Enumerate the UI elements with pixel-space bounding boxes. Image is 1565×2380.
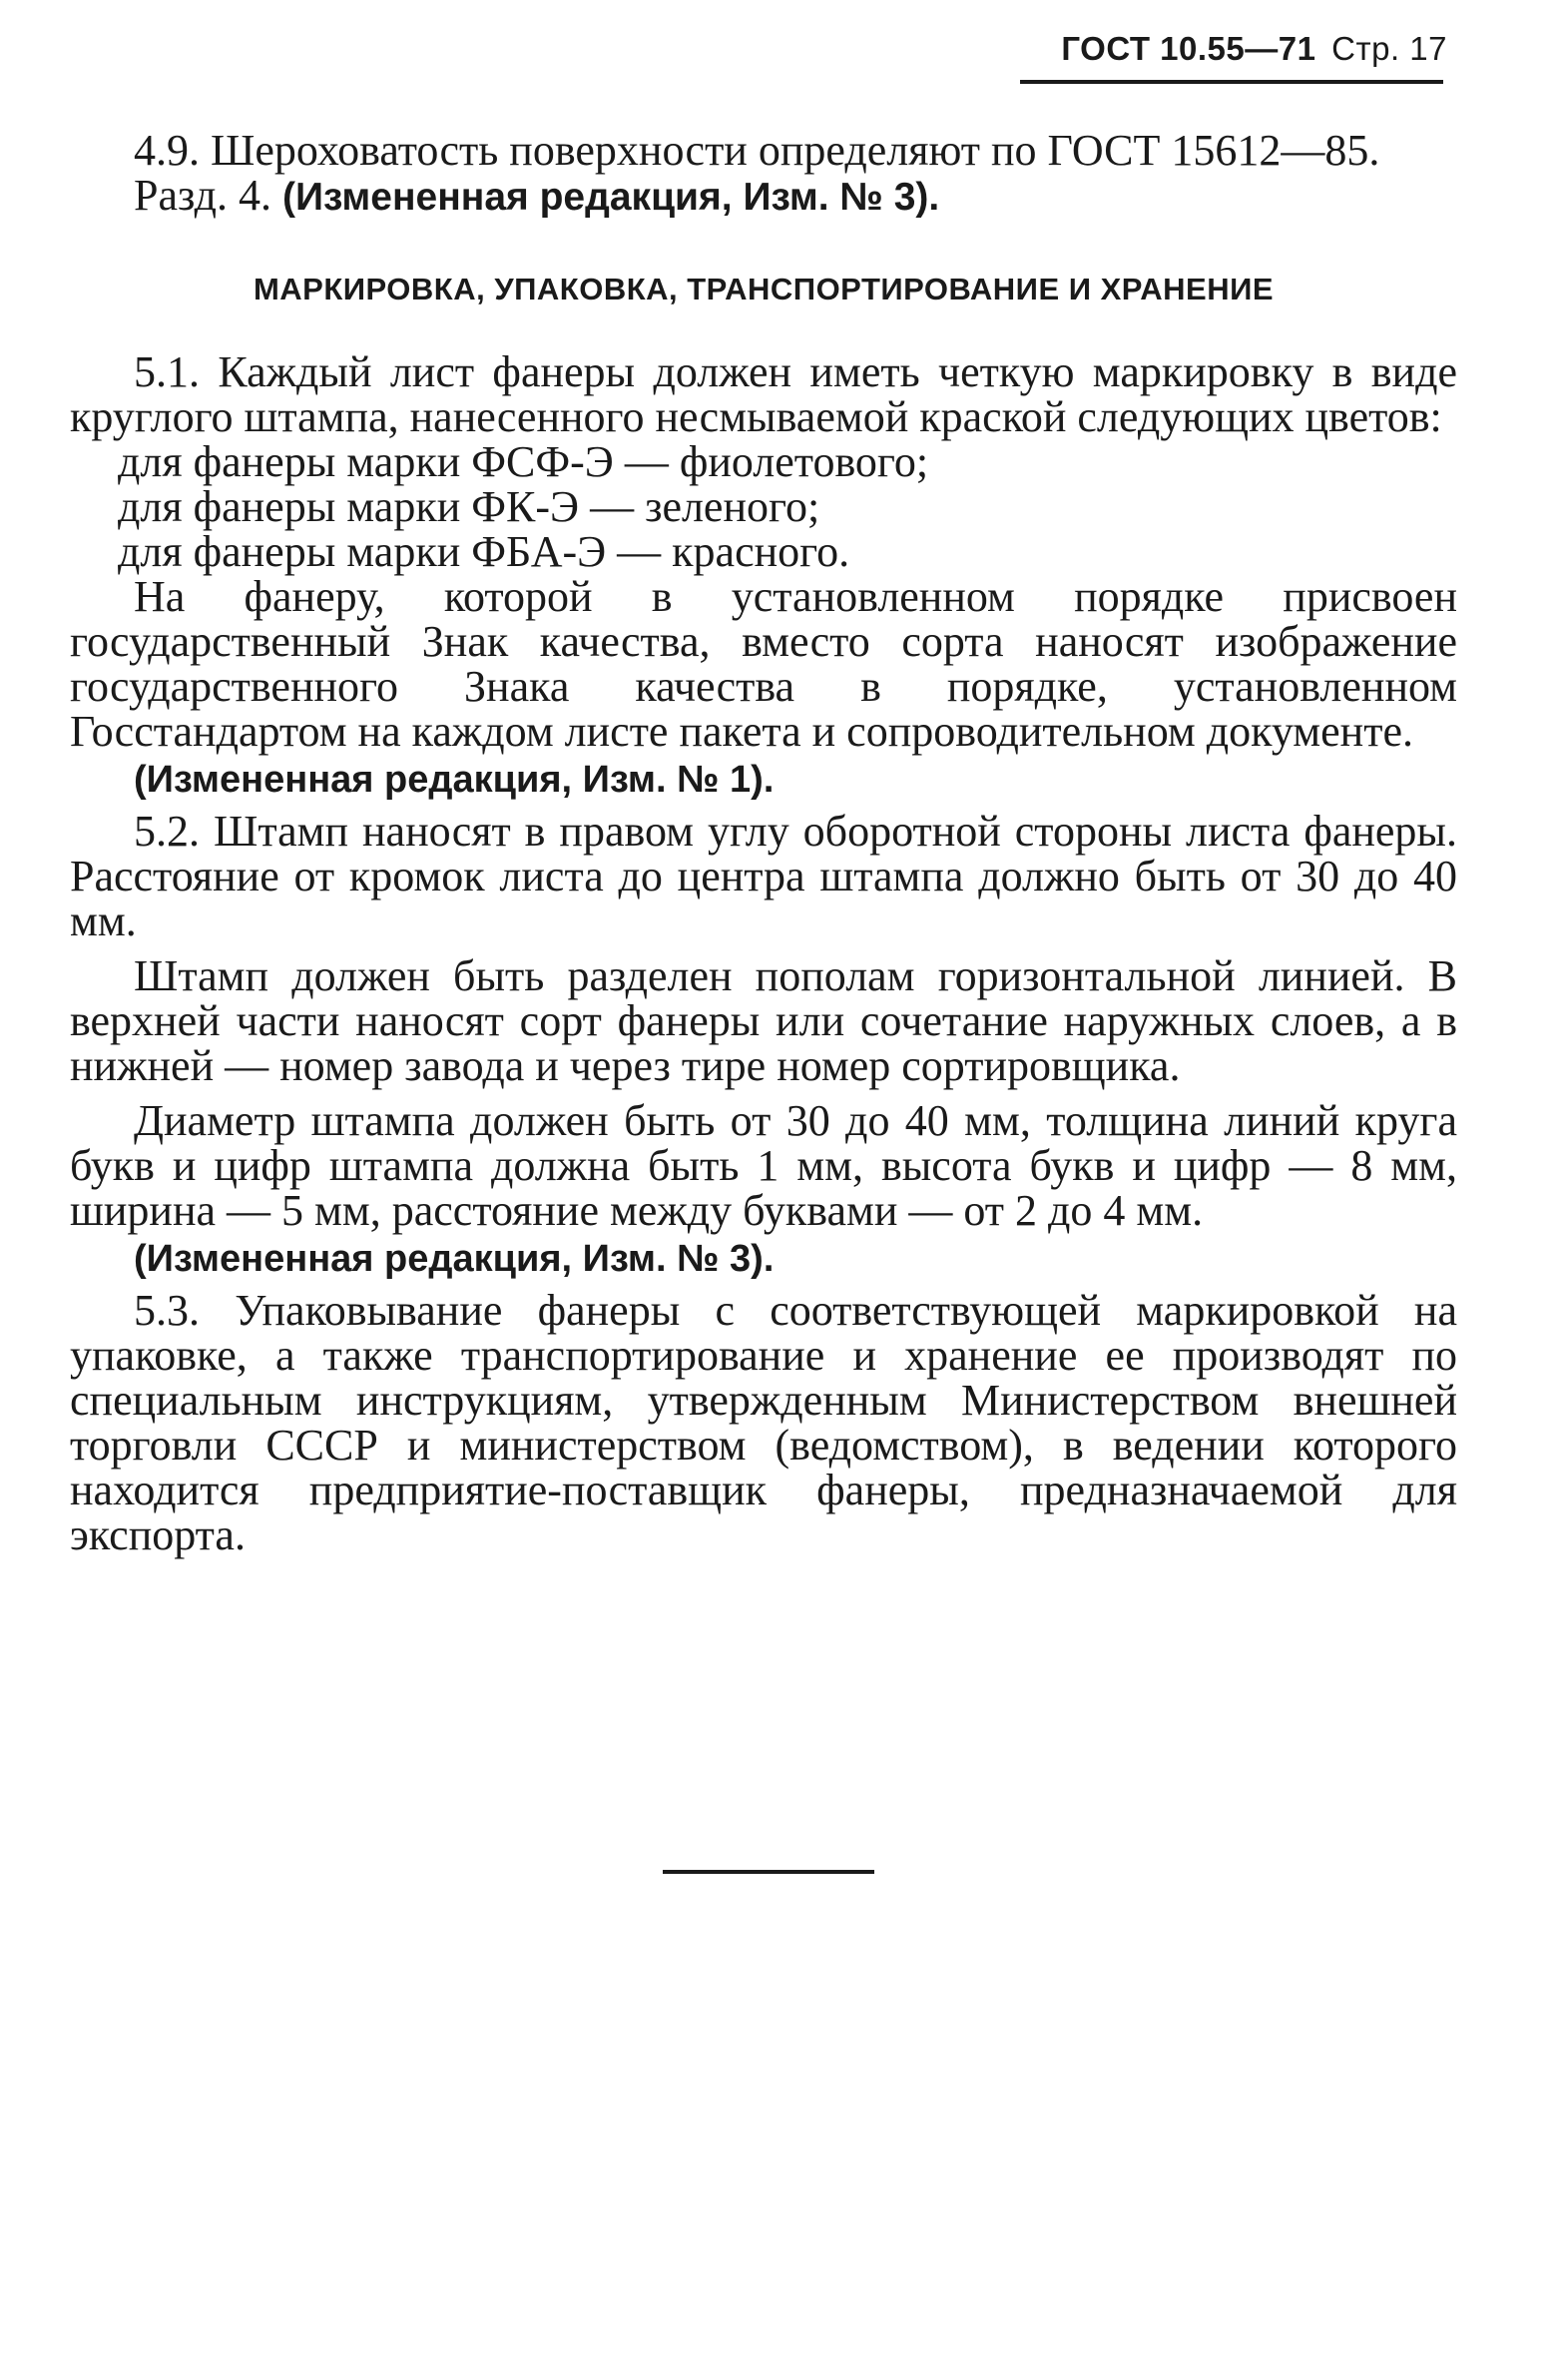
item-5-2-placement: 5.2. Штамп наносят в правом углу оборотной стороны листа фанеры. Расстояние от кромок листа до центра штампа должно быть от 30 до 40 мм.	[70, 807, 1457, 945]
item-5-2-dimensions: Диаметр штампа должен быть от 30 до 40 мм, толщина линий круга букв и цифр штампа должна быть 1 мм, высота букв и цифр — 8 мм, ширина — 5 мм, расстояние между буквами — от 2 до 4 мм.	[70, 1096, 1457, 1235]
item-5-3: 5.3. Упаковывание фанеры с соответствующей маркировкой на упаковке, а также транспортирование и хранение ее производят по специальным инструкциям, утвержденным Министерством внешней торговли СССР и министерством (ведомством), в ведении которого находится предприятие-поставщик фанеры, предназначаемой для экспорта.	[70, 1286, 1457, 1559]
page-header	[1061, 30, 1447, 68]
amendment-note: (Измененная редакция, Изм. № 3).	[134, 1238, 775, 1280]
item-5-1-intro: 5.1. Каждый лист фанеры должен иметь четкую маркировку в виде круглого штампа, нанесенного несмываемой краской следующих цветов:	[70, 347, 1457, 441]
color-list-item: для фанеры марки ФСФ-Э — фиолетового;	[118, 437, 929, 486]
quality-mark-paragraph: На фанеру, которой в установленном порядке присвоен государственный Знак качества, вместо сорта наносят изображение государственного Знака качества в порядке, установленном Госстандартом на каждом листе пакета и сопроводительном документе.	[70, 572, 1457, 756]
document-body	[70, 128, 1457, 1557]
section-title: МАРКИРОВКА, УПАКОВКА, ТРАНСПОРТИРОВАНИЕ И ХРАНЕНИЕ	[253, 272, 1275, 306]
razd-prefix: Разд. 4.	[134, 171, 282, 220]
amendment-note: (Измененная редакция, Изм. № 3).	[281, 176, 940, 219]
section-4-amendment-line	[70, 173, 1457, 220]
page-number: Стр. 17	[1331, 30, 1447, 67]
color-list-item: для фанеры марки ФБА-Э — красного.	[118, 527, 850, 576]
header-rule	[1020, 80, 1443, 84]
standard-number: ГОСТ 10.55—71	[1061, 30, 1316, 67]
amendment-note: (Измененная редакция, Изм. № 1).	[134, 759, 775, 801]
item-4-9: 4.9. Шероховатость поверхности определяют по ГОСТ 15612—85.	[134, 126, 1380, 175]
item-5-2-division: Штамп должен быть разделен пополам горизонтальной линией. В верхней части наносят сорт фанеры или сочетание наружных слоев, а в нижней — номер завода и через тире номер сортировщика.	[70, 951, 1457, 1090]
color-list-item: для фанеры марки ФК-Э — зеленого;	[118, 482, 820, 531]
end-rule	[663, 1870, 874, 1874]
